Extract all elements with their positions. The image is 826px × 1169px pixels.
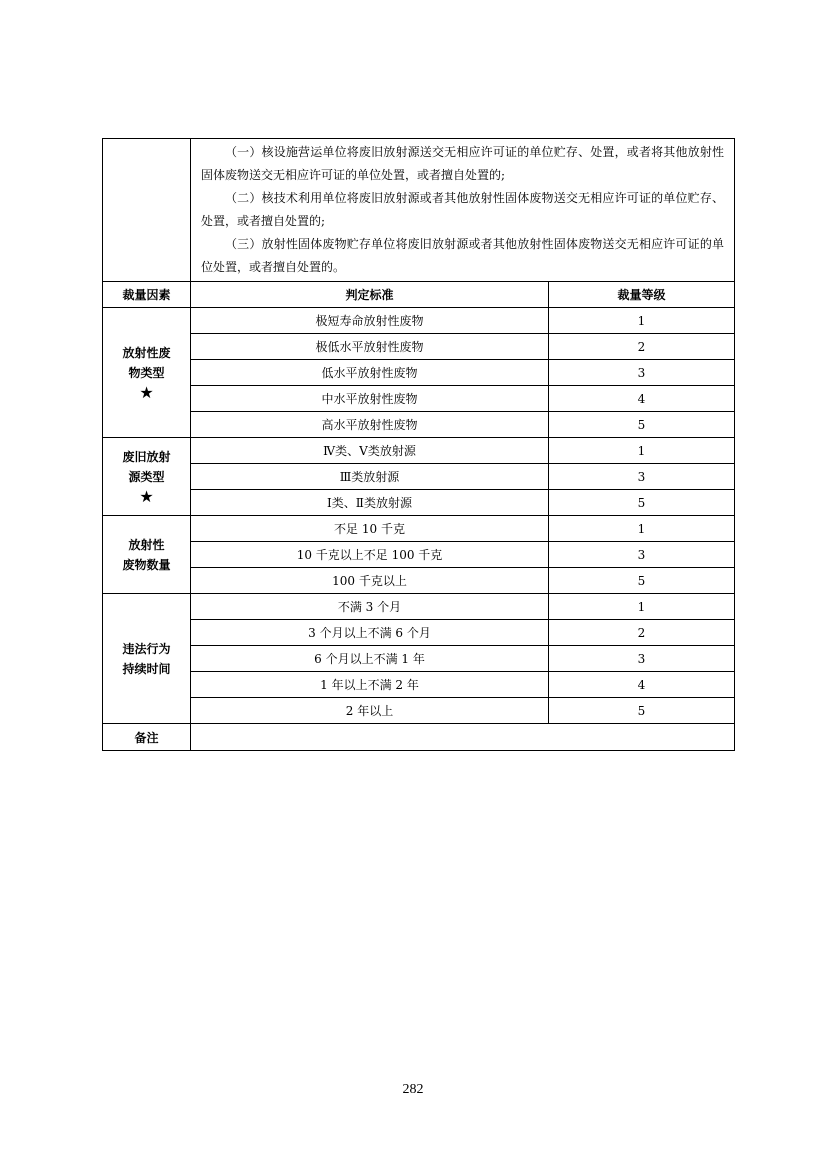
table-row xyxy=(103,308,735,334)
criteria-cell: 高水平放射性废物 xyxy=(191,412,549,438)
criteria-cell: 不足 10 千克 xyxy=(191,516,549,542)
criteria-cell: 10 千克以上不足 100 千克 xyxy=(191,542,549,568)
factor-violation-duration xyxy=(103,594,191,724)
star-icon: ★ xyxy=(139,486,154,506)
factor-label-line2: 持续时间 xyxy=(122,661,171,676)
grade-cell: 3 xyxy=(549,360,735,386)
grade-cell: 5 xyxy=(549,490,735,516)
criteria-cell: 100 千克以上 xyxy=(191,568,549,594)
factor-label-line1: 违法行为 xyxy=(122,641,171,656)
grade-cell: 2 xyxy=(549,334,735,360)
intro-empty-cell xyxy=(103,139,191,282)
table-row xyxy=(103,360,735,386)
intro-row xyxy=(103,139,735,282)
table-row xyxy=(103,334,735,360)
factor-label-line1: 废旧放射 xyxy=(122,449,171,464)
criteria-cell: 6 个月以上不满 1 年 xyxy=(191,646,549,672)
criteria-cell: 不满 3 个月 xyxy=(191,594,549,620)
table-row xyxy=(103,386,735,412)
intro-item-3: （三）放射性固体废物贮存单位将废旧放射源或者其他放射性固体废物送交无相应许可证的单位处置，或者擅自处置的。 xyxy=(201,237,724,274)
grade-cell: 1 xyxy=(549,516,735,542)
note-row xyxy=(103,724,735,751)
table-row xyxy=(103,490,735,516)
grade-cell: 5 xyxy=(549,412,735,438)
table-row xyxy=(103,646,735,672)
page-number: 282 xyxy=(402,1082,424,1097)
criteria-cell: 极短寿命放射性废物 xyxy=(191,308,549,334)
grade-cell: 1 xyxy=(549,594,735,620)
grade-cell: 1 xyxy=(549,308,735,334)
factor-label-line1: 放射性 xyxy=(128,537,165,552)
table-header-row xyxy=(103,282,735,308)
header-criteria: 判定标准 xyxy=(191,282,549,308)
grade-cell: 3 xyxy=(549,542,735,568)
factor-source-type xyxy=(103,438,191,516)
criteria-cell: 1 年以上不满 2 年 xyxy=(191,672,549,698)
criteria-cell: Ⅳ类、Ⅴ类放射源 xyxy=(191,438,549,464)
criteria-cell: 极低水平放射性废物 xyxy=(191,334,549,360)
criteria-cell: 3 个月以上不满 6 个月 xyxy=(191,620,549,646)
table-row xyxy=(103,464,735,490)
note-label: 备注 xyxy=(103,724,191,751)
table-row xyxy=(103,516,735,542)
table-row xyxy=(103,542,735,568)
factor-label-line2: 源类型 xyxy=(128,469,165,484)
grade-cell: 5 xyxy=(549,568,735,594)
criteria-cell: 2 年以上 xyxy=(191,698,549,724)
table-row xyxy=(103,594,735,620)
star-icon: ★ xyxy=(139,382,154,402)
factor-waste-quantity xyxy=(103,516,191,594)
table-row xyxy=(103,620,735,646)
grade-cell: 3 xyxy=(549,464,735,490)
intro-text-cell xyxy=(191,139,735,282)
grade-cell: 2 xyxy=(549,620,735,646)
grade-cell: 4 xyxy=(549,672,735,698)
grade-cell: 4 xyxy=(549,386,735,412)
factor-label-line1: 放射性废 xyxy=(122,345,171,360)
table-row xyxy=(103,438,735,464)
grade-cell: 5 xyxy=(549,698,735,724)
criteria-cell: 低水平放射性废物 xyxy=(191,360,549,386)
criteria-cell: 中水平放射性废物 xyxy=(191,386,549,412)
note-value xyxy=(191,724,735,751)
intro-item-2: （二）核技术利用单位将废旧放射源或者其他放射性固体废物送交无相应许可证的单位贮存、处置，或者擅自处置的; xyxy=(201,191,724,228)
table-row xyxy=(103,698,735,724)
table-row xyxy=(103,568,735,594)
table-row xyxy=(103,412,735,438)
discretion-table xyxy=(102,138,735,751)
criteria-cell: Ⅰ类、Ⅱ类放射源 xyxy=(191,490,549,516)
factor-label-line2: 物类型 xyxy=(128,365,165,380)
intro-item-1: （一）核设施营运单位将废旧放射源送交无相应许可证的单位贮存、处置，或者将其他放射性固体废物送交无相应许可证的单位处置，或者擅自处置的; xyxy=(201,145,724,182)
table-row xyxy=(103,672,735,698)
grade-cell: 1 xyxy=(549,438,735,464)
criteria-cell: Ⅲ类放射源 xyxy=(191,464,549,490)
header-factor: 裁量因素 xyxy=(103,282,191,308)
header-grade: 裁量等级 xyxy=(549,282,735,308)
grade-cell: 3 xyxy=(549,646,735,672)
factor-label-line2: 废物数量 xyxy=(122,557,171,572)
factor-waste-type xyxy=(103,308,191,438)
